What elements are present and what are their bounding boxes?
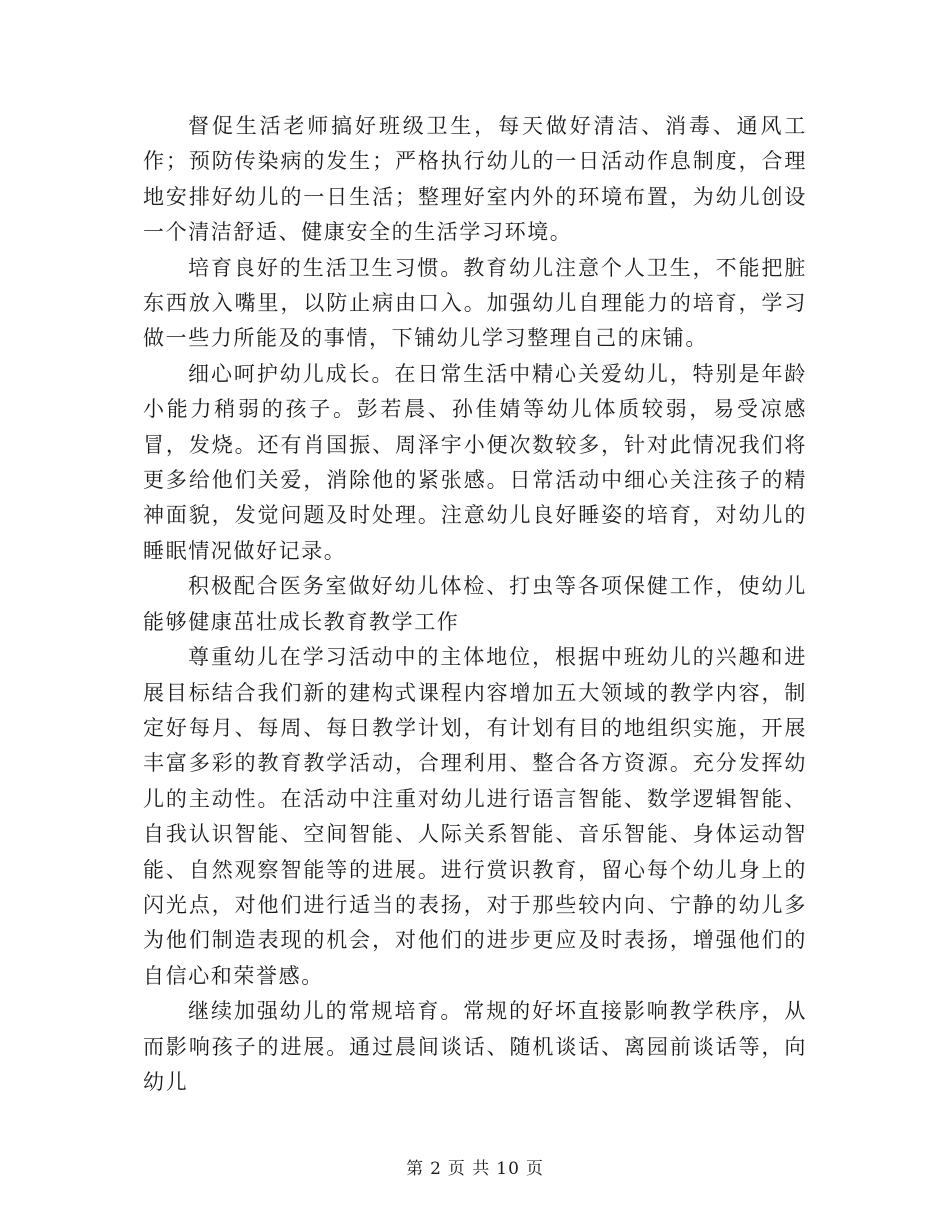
- current-page-number: 2: [430, 1159, 442, 1179]
- paragraph-hygiene-habits: 培育良好的生活卫生习惯。教育幼儿注意个人卫生，不能把脏东西放入嘴里，以防止病由口入。加强幼儿自理能力的培育，学习做一些力所能及的事情，下铺幼儿学习整理自己的床铺。: [143, 255, 807, 351]
- page-footer: [0, 1154, 950, 1179]
- page-label-mid: 页 共: [447, 1159, 491, 1179]
- paragraph-health-checkup: 积极配合医务室做好幼儿体检、打虫等各项保健工作，使幼儿能够健康茁壮成长教育教学工作: [143, 574, 807, 634]
- paragraph-teaching-work: 尊重幼儿在学习活动中的主体地位，根据中班幼儿的兴趣和进展目标结合我们新的建构式课程内容增加五大领域的教学内容，制定好每月、每周、每日教学计划，有计划有目的地组织实施，开展丰富多彩的教育教学活动，合理利用、整合各方资源。充分发挥幼儿的主动性。在活动中注重对幼儿进行语言智能、数学逻辑智能、自我认识智能、空间智能、人际关系智能、音乐智能、身体运动智能、自然观察智能等的进展。进行赏识教育，留心每个幼儿身上的闪光点，对他们进行适当的表扬，对于那些较内向、宁静的幼儿多为他们制造表现的机会，对他们的进步更应及时表扬，增强他们的自信心和荣誉感。: [143, 645, 807, 988]
- page-label-suffix: 页: [525, 1159, 544, 1179]
- document-body: [143, 109, 807, 1100]
- paragraph-care-growth: 细心呵护幼儿成长。在日常生活中精心关爱幼儿，特别是年龄小能力稍弱的孩子。彭若晨、孙佳婧等幼儿体质较弱，易受凉感冒，发烧。还有肖国振、周泽宇小便次数较多，针对此情况我们将更多给他们关爱，消除他的紧张感。日常活动中细心关注孩子的精神面貌，发觉问题及时处理。注意幼儿良好睡姿的培育，对幼儿的睡眠情况做好记录。: [143, 361, 807, 563]
- total-pages-number: 10: [496, 1159, 520, 1179]
- paragraph-routine-training: 继续加强幼儿的常规培育。常规的好坏直接影响教学秩序，从而影响孩子的进展。通过晨间谈话、随机谈话、离园前谈话等，向幼儿: [143, 999, 807, 1094]
- paragraph-hygiene-supervision: 督促生活老师搞好班级卫生，每天做好清洁、消毒、通风工作；预防传染病的发生；严格执行幼儿的一日活动作息制度，合理地安排好幼儿的一日生活；整理好室内外的环境布置，为幼儿创设一个清洁舒适、健康安全的生活学习环境。: [143, 114, 807, 245]
- page-label-prefix: 第: [406, 1159, 425, 1179]
